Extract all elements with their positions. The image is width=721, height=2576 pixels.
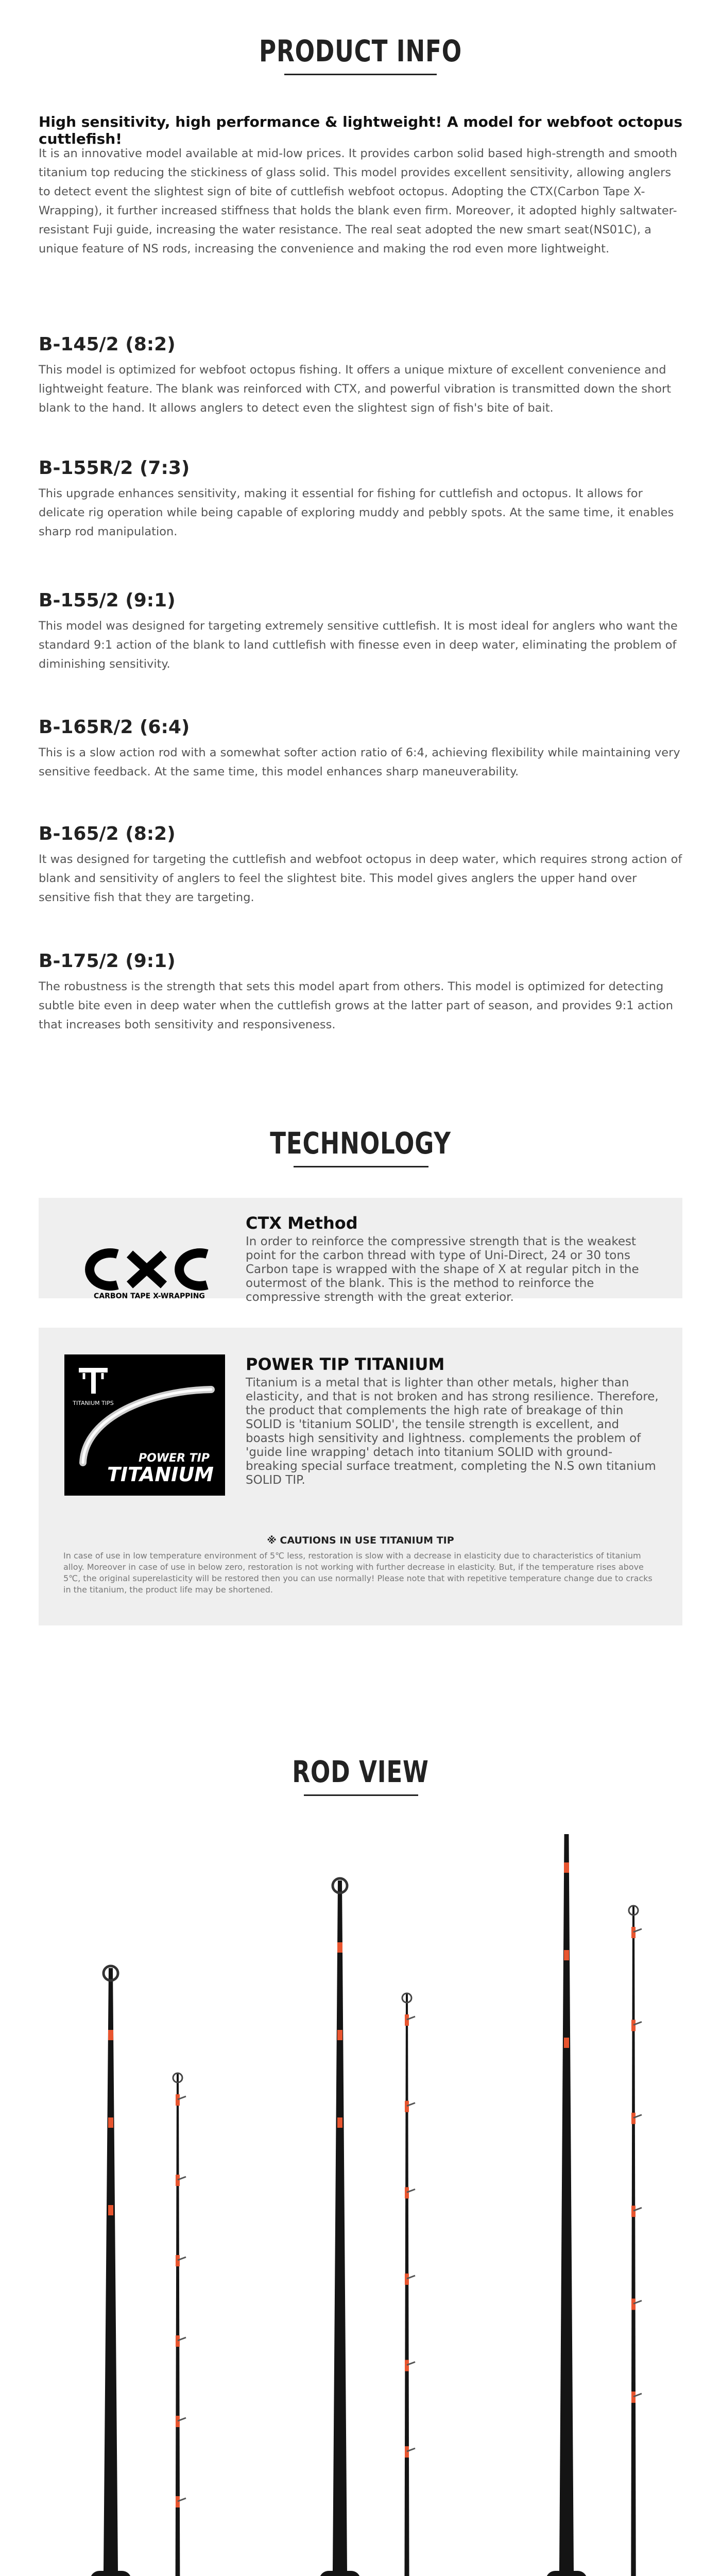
model-text-5: It was designed for targeting the cuttlefish and webfoot octopus in deep water, which requires strong action of blank and sensitivity of anglers to feel the slightest bite. This model gives anglers the upper hand over sensitive fish that they are targeting. (39, 853, 682, 904)
rod-1-main-guide-wrap (108, 2205, 113, 2215)
titanium-tips-emblem-icon (79, 1368, 108, 1394)
logo-line-2: TITANIUM (107, 1463, 214, 1486)
rod-2-guide-wrap (405, 2014, 409, 2026)
rod-2-guide-wrap (405, 2446, 409, 2458)
rod-1-guide-wrap (176, 2335, 180, 2347)
rod-1-main-guide-wrap (108, 2117, 113, 2128)
model-text-1: This model is optimized for webfoot octopus fishing. It offers a unique mixture of excellent convenience and lightweight feature. The blank was reinforced with CTX, and powerful vibration is transmitted down the short blank to the hand. It allows anglers to detect even the slightest sign of fish's bite of bait. (39, 363, 672, 415)
ctx-method-box (39, 1198, 682, 1304)
rod-1-guide-wrap (176, 2255, 180, 2266)
titanium-title: POWER TIP TITANIUM (246, 1354, 445, 1374)
caution-text: In case of use in low temperature environment of 5℃ less, restoration is slow with a decrease in elasticity due to characteristics of titanium alloy. Moreover in case of use in below zero, restoration is not working with further decrease in elasticity. But, if the temperature rises above 5℃, the original superelasticity will be restored then you can use normally! Please note that with repetitive temperature change due to cracks in the titanium, the product life may be shortened. (63, 1551, 653, 1595)
title-underline (304, 1794, 418, 1796)
rod-1-fore-grip (90, 2571, 131, 2576)
rod-3-guide-wrap (631, 2392, 636, 2403)
model-text-3: This model was designed for targeting extremely sensitive cuttlefish. It is most ideal for anglers who want the standard 9:1 action of the blank to land cuttlefish with finesse even in deep water, eliminating the problem of diminishing sensitivity. (39, 619, 678, 671)
caution-title: ※ CAUTIONS IN USE TITANIUM TIP (267, 1535, 454, 1546)
rod-2-guide-wrap (405, 2101, 409, 2112)
rod-3-fore-grip (546, 2571, 587, 2576)
model-title-6: B-175/2 (9:1) (39, 951, 176, 972)
rod-3-guide-wrap (631, 1927, 636, 1938)
rod-3-main-guide-wrap (564, 1862, 569, 1873)
rod-2-guide-wrap (405, 2274, 409, 2285)
rod-1-main-guide-wrap (108, 2030, 113, 2040)
title-underline (294, 1166, 428, 1167)
ctx-method-title: CTX Method (246, 1213, 358, 1233)
rod-3-guide-wrap (631, 2020, 636, 2031)
rod-view-illustration (0, 1834, 721, 2576)
ctx-logo-c2 (179, 1253, 207, 1286)
rod-3-guide-wrap (631, 2299, 636, 2310)
model-title-3: B-155/2 (9:1) (39, 590, 176, 611)
ctx-logo-caption: CARBON TAPE X-WRAPPING (94, 1292, 205, 1300)
rod-1-guide-wrap (176, 2416, 180, 2427)
rod-2-guide-wrap (405, 2360, 409, 2371)
model-text-2: This upgrade enhances sensitivity, making it essential for fishing for cuttlefish and octopus. It allows for delicate rig operation while being capable of exploring muddy and pebbly spots. At the same time, it enables sharp rod manipulation. (39, 487, 674, 538)
rod-2-fore-grip (319, 2571, 360, 2576)
rod-3-guide-wrap (631, 2113, 636, 2124)
model-title-4: B-165R/2 (6:4) (39, 717, 190, 738)
rod-2-blank (333, 1880, 347, 2571)
rod-1-guide-wrap (176, 2094, 180, 2106)
rod-2-main-guide-wrap (337, 2030, 342, 2040)
logo-line-1: POWER TIP (138, 1452, 210, 1465)
model-title-1: B-145/2 (8:2) (39, 334, 176, 355)
ctx-logo-c (90, 1253, 117, 1286)
title-underline (284, 74, 437, 75)
model-text-6: The robustness is the strength that sets this model apart from others. This model is optimized for detecting subtle bite even in deep water when the cuttlefish grows at the latter part of season, and provides 9:1 action that increases both sensitivity and responsiveness. (39, 980, 673, 1031)
rod-3-tip-section (630, 1906, 637, 2576)
rod-view-title: ROD VIEW (292, 1754, 429, 1789)
rod-2-tip-section (403, 1994, 410, 2576)
rod-1-guide-wrap (176, 2175, 180, 2186)
power-tip-titanium-box (39, 1328, 682, 1625)
model-text-4: This is a slow action rod with a somewhat softer action ratio of 6:4, achieving flexibility while maintaining very sensitive feedback. At the same time, this model enhances sharp maneuverability. (39, 746, 680, 778)
power-tip-titanium-logo (64, 1354, 225, 1496)
rod-3-guide-wrap (631, 2206, 636, 2217)
rod-2-guide-wrap (405, 2187, 409, 2198)
rod-3-blank (559, 1834, 574, 2571)
rod-2-main-guide-wrap (337, 1942, 342, 1953)
product-info-title: PRODUCT INFO (259, 33, 462, 69)
rod-2-main-guide-wrap (337, 2117, 342, 2128)
ctx-method-text: In order to reinforce the compressive strength that is the weakest point for the carbon thread with type of Uni-Direct, 24 or 30 tons Carbon tape is wrapped with the shape of X at regular pitch in the outermost of the blank. This is the method to reinforce the compressive strength with the great exterior. (246, 1235, 639, 1304)
model-title-5: B-165/2 (8:2) (39, 823, 176, 844)
rod-3-main-guide-wrap (564, 2038, 569, 2048)
rod-1-guide-wrap (176, 2496, 180, 2507)
ctx-logo (72, 1245, 227, 1301)
intro-heading: High sensitivity, high performance & lightweight! A model for webfoot octopus cuttlefish! (39, 113, 682, 147)
logo-small-text: TITANIUM TIPS (73, 1400, 114, 1406)
rod-3-main-guide-wrap (564, 1950, 569, 1960)
intro-text: It is an innovative model available at mid-low prices. It provides carbon solid based high-strength and smooth titanium top reducing the stickiness of glass solid. This model provides excellent sensitivity, allowing anglers to detect event the slightest sign of bite of cuttlefish webfoot octopus. Adopting the CTX(Carbon Tape X-Wrapping), it further increased stiffness that holds the blank even firm. Moreover, it adopted highly saltwater-resistant Fuji guide, increasing the water resistance. The real seat adopted the new smart seat(NS01C), a unique feature of NS rods, increasing the convenience and making the rod even more lightweight. (39, 147, 677, 256)
rod-1-blank (104, 1968, 118, 2571)
titanium-text: Titanium is a metal that is lighter than other metals, higher than elasticity, and that is not broken and has strong resilience. Therefore, the product that complements the high rate of breakage of thin SOLID is 'titanium SOLID', the tensile strength is excellent, and boasts high sensitivity and lightness. complements the problem of 'guide line wrapping' detach into titanium SOLID with ground-breaking special surface treatment, completing the N.S own titanium SOLID TIP. (246, 1376, 659, 1487)
model-title-2: B-155R/2 (7:3) (39, 457, 190, 479)
technology-title: TECHNOLOGY (270, 1126, 451, 1161)
